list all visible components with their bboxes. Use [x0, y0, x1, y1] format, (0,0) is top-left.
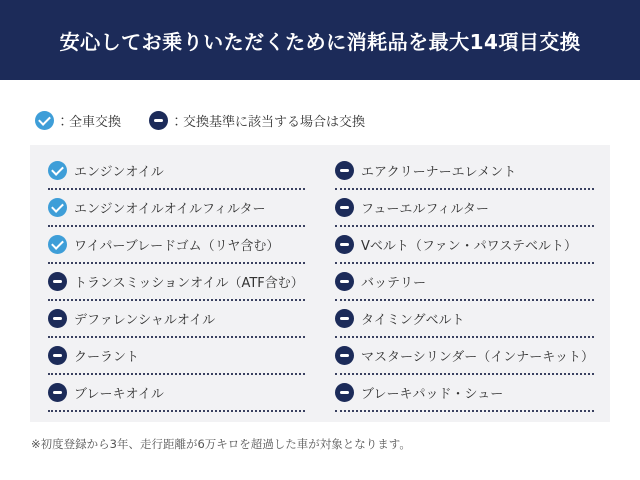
footnote: ※初度登録から3年、走行距離が6万キロを超過した車が対象となります。 [31, 437, 411, 451]
legend-label: ：全車交換 [56, 115, 122, 130]
list-item [48, 190, 305, 227]
legend [35, 111, 640, 130]
item-label: マスターシリンダー（インナーキット） [361, 350, 594, 365]
check-icon [48, 161, 67, 180]
minus-icon [48, 383, 67, 402]
item-label: タイミングベルト [361, 313, 465, 328]
minus-icon [149, 111, 168, 130]
minus-icon [335, 198, 354, 217]
left-column [48, 153, 305, 412]
list-item [48, 227, 305, 264]
header-banner [0, 0, 640, 80]
list-item [335, 301, 594, 338]
list-item [335, 153, 594, 190]
legend-entry-conditional [149, 111, 365, 130]
minus-icon [335, 161, 354, 180]
replacement-items-card [30, 145, 610, 422]
list-item [335, 264, 594, 301]
item-label: トランスミッションオイル（ATF含む） [74, 276, 304, 291]
item-label: Vベルト（ファン・パワステベルト） [361, 239, 578, 254]
page-title: 安心してお乗りいただくために消耗品を最大14項目交換 [59, 29, 581, 54]
minus-icon [335, 235, 354, 254]
list-item [48, 153, 305, 190]
check-icon [48, 235, 67, 254]
minus-icon [48, 272, 67, 291]
list-item [335, 338, 594, 375]
list-item [335, 227, 594, 264]
list-item [48, 375, 305, 412]
list-item [335, 375, 594, 412]
item-label: エンジンオイルオイルフィルター [74, 202, 266, 217]
list-item [48, 264, 305, 301]
minus-icon [335, 309, 354, 328]
legend-entry-all-cars [35, 111, 121, 130]
item-label: ブレーキオイル [74, 387, 164, 402]
list-item [48, 338, 305, 375]
minus-icon [48, 346, 67, 365]
item-label: デファレンシャルオイル [74, 313, 216, 328]
item-label: クーラント [74, 350, 140, 365]
legend-label: ：交換基準に該当する場合は交換 [170, 115, 366, 130]
item-label: エアクリーナーエレメント [361, 165, 517, 180]
minus-icon [335, 346, 354, 365]
item-label: ブレーキパッド・シュー [361, 387, 504, 402]
check-icon [35, 111, 54, 130]
minus-icon [48, 309, 67, 328]
item-label: ワイパーブレードゴム（リヤ含む） [74, 239, 280, 254]
minus-icon [335, 272, 354, 291]
item-label: バッテリー [361, 276, 427, 291]
right-column [335, 153, 594, 412]
item-label: フューエルフィルター [361, 202, 489, 217]
list-item [335, 190, 594, 227]
list-item [48, 301, 305, 338]
check-icon [48, 198, 67, 217]
minus-icon [335, 383, 354, 402]
item-label: エンジンオイル [74, 165, 164, 180]
